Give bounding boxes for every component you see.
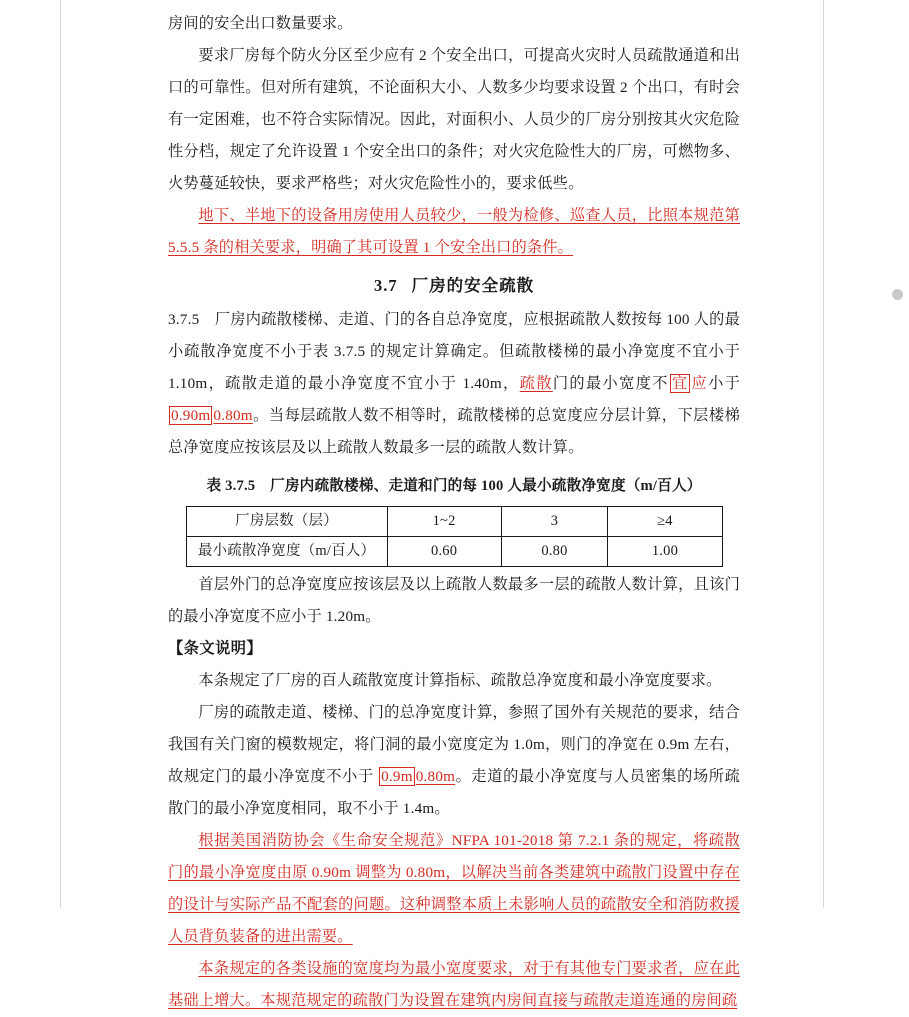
paragraph-first-floor-door: 首层外门的总净宽度应按该层及以上疏散人数最多一层的疏散人数计算，且该门的最小净宽度不应小于 1.20m。 <box>168 576 740 625</box>
left-margin-rule <box>60 0 61 908</box>
paragraph-exits-explanation: 要求厂房每个防火分区至少应有 2 个安全出口，可提高火灾时人员疏散通道和出口的可靠性。但对所有建筑，不论面积大小、人数多少均要求设置 2 个出口，有时会有一定困难，也不符合实际情况。因此，对面积小、人员少的厂房分别按其火灾危险性分档，规定了允许设置 1 个安全出口的条件；对火灾危险性大的厂房，可燃物多、火势蔓延较快，要求严格些；对火灾危险性小的，要求低些。 <box>168 47 740 192</box>
explanation-heading: 【条文说明】 <box>168 640 263 657</box>
clause-boxed-yi: 宜 <box>671 375 689 392</box>
explain-part-1: 厂房的疏散走道、楼梯、门的总净宽度计算，参照了国外有关规范的要求，结合我国有关门窗的模数规定，将门洞的最小宽度定为 1.0m，则门的净宽在 0.9m 左右，故规定门的最小净宽度不小于 <box>168 704 740 785</box>
clause-red-underline-1: 疏散 <box>519 375 553 392</box>
clause-red-ying: 应 <box>691 375 709 392</box>
right-margin-rule <box>823 0 824 908</box>
table-row-header: 最小疏散净宽度（m/百人） <box>186 537 387 567</box>
paragraph-nfpa-revision: 根据美国消防协会《生命安全规范》NFPA 101-2018 第 7.2.1 条的规定，将疏散门的最小净宽度由原 0.90m 调整为 0.80m，以解决当前各类建筑中疏散门设置中存在的设计与实际产品不配套的问题。这种调整本质上未影响人员的疏散安全和消防救援人员背负装备的进出需要。 <box>168 832 740 945</box>
paragraph-min-width-requirement: 本条规定的各类设施的宽度均为最小宽度要求，对于有其他专门要求者，应在此基础上增大。本规范规定的疏散门为设置在建筑内房间直接与疏散走道连通的房间疏 <box>168 960 740 1009</box>
paragraph-opening: 房间的安全出口数量要求。 <box>168 15 353 32</box>
table-cell: 0.60 <box>387 537 501 567</box>
table-cell: ≥4 <box>608 507 722 537</box>
table-cell: 1~2 <box>387 507 501 537</box>
section-heading <box>168 270 740 302</box>
section-number: 3.7 <box>373 276 398 295</box>
table-row-header: 厂房层数（层） <box>186 507 387 537</box>
document-content <box>168 8 740 1017</box>
explain-red-080m: 0.80m <box>415 768 456 785</box>
clause-number: 3.7.5 <box>168 311 200 328</box>
clause-red-080m: 0.80m <box>213 407 253 424</box>
scroll-indicator[interactable] <box>892 289 903 300</box>
table-caption: 表 3.7.5 厂房内疏散楼梯、走道和门的每 100 人最小疏散净宽度（m/百人） <box>206 478 702 494</box>
table-row <box>186 537 722 567</box>
paragraph-explanation-intro: 本条规定了厂房的百人疏散宽度计算指标、疏散总净宽度和最小净宽度要求。 <box>198 672 722 689</box>
table-row <box>186 507 722 537</box>
table-cell: 1.00 <box>608 537 722 567</box>
clause-boxed-090m: 0.90m <box>171 407 211 424</box>
table-cell: 0.80 <box>501 537 608 567</box>
min-egress-width-table <box>186 506 723 567</box>
section-title: 厂房的安全疏散 <box>411 276 535 295</box>
explain-boxed-09m: 0.9m <box>381 768 413 785</box>
paragraph-basement-revision: 地下、半地下的设备用房使用人员较少，一般为检修、巡查人员，比照本规范第 5.5.5 条的相关要求，明确了其可设置 1 个安全出口的条件。 <box>168 207 740 256</box>
clause-part-4: 。当每层疏散人数不相等时，疏散楼梯的总宽度应分层计算，下层楼梯总净宽度应按该层及以上疏散人数最多一层的疏散人数计算。 <box>168 407 740 456</box>
clause-part-2: 门的最小宽度不 <box>552 375 669 392</box>
explain-part-2: 。走道的最小净宽度与人员密集的场所疏散门的最小净宽度相同，取不小于 1.4m。 <box>168 768 740 817</box>
table-cell: 3 <box>501 507 608 537</box>
clause-part-1: 厂房内疏散楼梯、走道、门的各自总净宽度，应根据疏散人数按每 100 人的最小疏散净宽度不小于表 3.7.5 的规定计算确定。但疏散楼梯的最小净宽度不宜小于 1.10m，疏散走道的最小净宽度不宜小于 1.40m， <box>168 311 741 392</box>
clause-3-7-5 <box>168 304 740 464</box>
paragraph-width-derivation <box>168 697 740 825</box>
clause-part-3: 小于 <box>708 375 741 392</box>
